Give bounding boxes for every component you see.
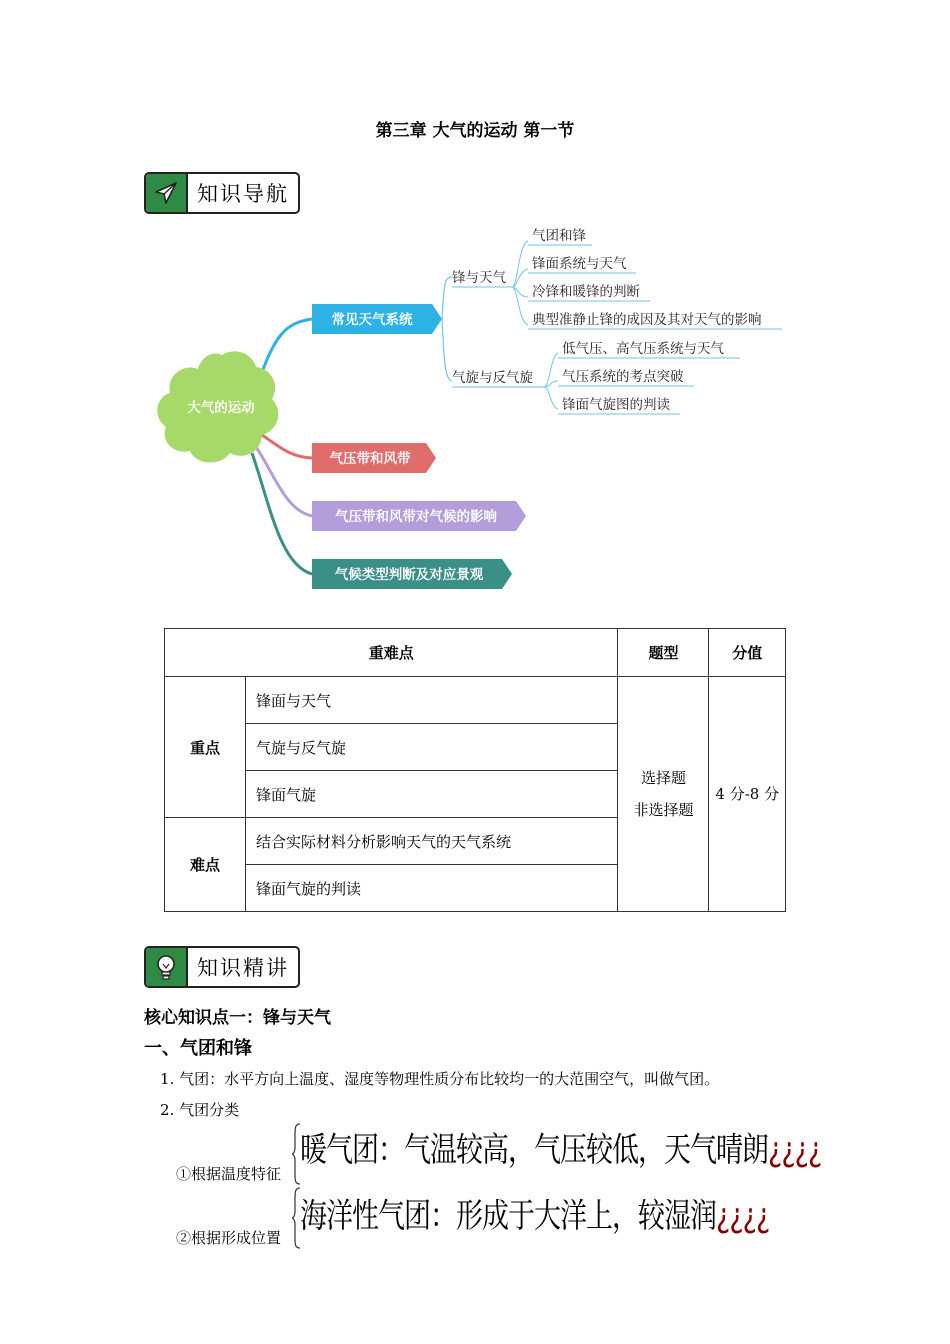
difficulty-label: 难点 — [165, 818, 246, 912]
class2-label: ②根据形成位置 — [176, 1229, 282, 1247]
class1-text: 暖气团：气温较高，气压较低，天气晴朗 — [300, 1130, 768, 1170]
class2-text: 海洋性气团：形成于大洋上，较湿润 — [300, 1196, 716, 1236]
class1-garble: ¿¿¿¿ — [768, 1130, 822, 1170]
sub-heading: 一、气团和锋 — [144, 1038, 252, 1059]
paragraph-classification: 2. 气团分类 — [160, 1101, 240, 1119]
type-line: 非选择题 — [633, 801, 694, 819]
core-heading: 核心知识点一：锋与天气 — [144, 1008, 331, 1028]
class1-text-row — [300, 1122, 821, 1171]
table-header-row — [165, 629, 786, 677]
leaf-front-system: 锋面系统与天气 — [532, 256, 627, 272]
paragraph-air-mass: 1. 气团：水平方向上温度、湿度等物理性质分布比较均一的大范围空气，叫做气团。 — [160, 1070, 720, 1088]
table-row — [165, 677, 786, 724]
sub-cyclone: 气旋与反气旋 — [452, 370, 533, 386]
leaf-stationary-front: 典型准静止锋的成因及其对天气的影响 — [532, 312, 762, 328]
branch-pressure-climate — [312, 501, 526, 531]
question-type-cell — [618, 677, 709, 912]
lightbulb-icon — [146, 948, 188, 986]
header-key-difficulty: 重难点 — [165, 629, 618, 677]
connector-branch2 — [262, 435, 312, 458]
key-item: 锋面与天气 — [246, 677, 618, 724]
mindmap-root-label: 大气的运动 — [187, 400, 255, 416]
leaf-cold-warm-front: 冷锋和暖锋的判断 — [532, 284, 640, 300]
page-title: 第三章 大气的运动 第一节 — [375, 121, 575, 141]
paper-plane-icon — [146, 174, 188, 212]
sub-front-weather: 锋与天气 — [452, 270, 506, 286]
branch3-label: 气压带和风带对气候的影响 — [335, 509, 497, 525]
branch2-label: 气压带和风带 — [329, 451, 411, 467]
header-score: 分值 — [709, 629, 786, 677]
class1-label: ①根据温度特征 — [176, 1165, 282, 1183]
leaf-frontal-cyclone: 锋面气旋图的判读 — [562, 397, 670, 413]
key-points-table — [164, 628, 786, 912]
section-badge-nav — [144, 172, 300, 214]
section-label-nav: 知识导航 — [197, 182, 289, 206]
key-label: 重点 — [165, 677, 246, 818]
difficulty-item: 结合实际材料分析影响天气的天气系统 — [246, 818, 618, 865]
branch-pressure-belts — [312, 443, 436, 473]
branch4-label: 气候类型判断及对应景观 — [334, 567, 484, 583]
leaf-high-low-pressure: 低气压、高气压系统与天气 — [562, 341, 724, 357]
key-item: 气旋与反气旋 — [246, 724, 618, 771]
section-label-explain: 知识精讲 — [197, 956, 289, 980]
leaf-pressure-system: 气压系统的考点突破 — [562, 369, 684, 385]
type-line: 选择题 — [640, 769, 686, 787]
branch-common-weather — [312, 304, 442, 334]
difficulty-item: 锋面气旋的判读 — [246, 865, 618, 912]
class2-garble: ¿¿¿¿ — [716, 1196, 770, 1236]
leaf-air-mass-front: 气团和锋 — [532, 228, 586, 244]
mindmap-root-node — [157, 351, 278, 462]
mind-map — [0, 215, 950, 605]
header-question-type: 题型 — [618, 629, 709, 677]
branch-climate-types — [312, 559, 512, 589]
branch1-label: 常见天气系统 — [331, 312, 413, 328]
class2-text-row — [300, 1188, 769, 1237]
score-cell: 4 分-8 分 — [709, 677, 786, 912]
key-item: 锋面气旋 — [246, 771, 618, 818]
section-badge-explain — [144, 946, 300, 988]
